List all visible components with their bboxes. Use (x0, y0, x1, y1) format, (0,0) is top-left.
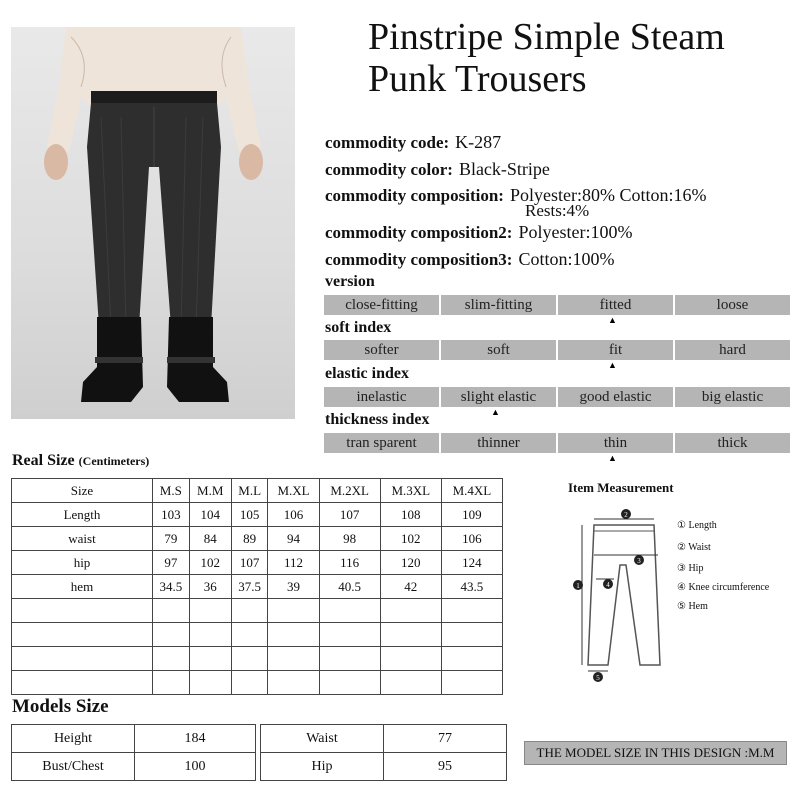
table-cell: 116 (319, 551, 380, 575)
table-row (12, 527, 503, 551)
table-cell: 98 (319, 527, 380, 551)
spec-label: commodity composition2: (325, 223, 513, 242)
soft-index-option: soft (441, 340, 556, 360)
table-cell: 39 (268, 575, 319, 599)
table-header-cell: M.4XL (441, 479, 502, 503)
table-cell: 120 (380, 551, 441, 575)
table-row-empty (12, 623, 503, 647)
soft-index-option: hard (675, 340, 790, 360)
table-cell: hip (12, 551, 153, 575)
version-option: slim-fitting (441, 295, 556, 315)
legend-hem: ⑤ Hem (677, 601, 708, 612)
spec-commodity-composition3 (325, 249, 614, 270)
table-cell: 106 (268, 503, 319, 527)
version-option: fitted (558, 295, 673, 315)
table-cell: 100 (135, 753, 256, 781)
spec-value: Polyester:100% (518, 222, 633, 242)
model-wearing-trousers-image (11, 27, 295, 419)
thickness-index-option: tran sparent (324, 433, 439, 453)
thickness-index-label: thickness index (325, 411, 430, 428)
table-cell: 102 (189, 551, 231, 575)
table-cell: Length (12, 503, 153, 527)
soft-index-option: fit (558, 340, 673, 360)
table-row (12, 753, 256, 781)
table-header-cell: M.2XL (319, 479, 380, 503)
thickness-index-option: thick (675, 433, 790, 453)
table-cell: 102 (380, 527, 441, 551)
table-cell: 77 (384, 725, 507, 753)
table-header-cell: M.3XL (380, 479, 441, 503)
table-header-cell: M.S (153, 479, 190, 503)
item-measurement-title: Item Measurement (568, 480, 674, 495)
table-cell: 107 (231, 551, 268, 575)
spec-commodity-composition (325, 185, 706, 206)
svg-text:1: 1 (576, 582, 580, 590)
table-cell: 97 (153, 551, 190, 575)
spec-value: Polyester:80% Cotton:16% (509, 185, 707, 205)
version-label: version (325, 273, 375, 290)
table-header-row (12, 479, 503, 503)
table-row (12, 503, 503, 527)
spec-commodity-code (325, 132, 501, 153)
legend-hip: ③ Hip (677, 563, 704, 574)
svg-text:5: 5 (596, 674, 600, 682)
svg-text:4: 4 (606, 581, 610, 589)
table-cell: 94 (268, 527, 319, 551)
table-cell: 104 (189, 503, 231, 527)
real-size-heading (12, 452, 149, 470)
table-cell: 42 (380, 575, 441, 599)
table-cell: Waist (261, 725, 384, 753)
soft-index-selected-marker-icon: ▲ (608, 360, 617, 370)
product-photo (11, 27, 295, 419)
legend-length: ① Length (677, 520, 717, 531)
models-size-table-right (260, 724, 507, 781)
table-row-empty (12, 599, 503, 623)
thickness-index-scale (324, 433, 790, 453)
table-cell: 103 (153, 503, 190, 527)
thickness-index-option: thin (558, 433, 673, 453)
version-option: close-fitting (324, 295, 439, 315)
table-cell: 36 (189, 575, 231, 599)
soft-index-option: softer (324, 340, 439, 360)
real-size-unit: (Centimeters) (78, 454, 150, 468)
spec-label: commodity composition: (325, 186, 504, 205)
product-title: Pinstripe Simple Steam Punk Trousers (368, 16, 725, 100)
real-size-title: Real Size (12, 452, 75, 469)
spec-composition-rests: Rests:4% (525, 201, 590, 220)
table-cell: 84 (189, 527, 231, 551)
table-cell: 124 (441, 551, 502, 575)
table-row (261, 725, 507, 753)
table-cell: 109 (441, 503, 502, 527)
table-cell: 105 (231, 503, 268, 527)
svg-text:2: 2 (624, 511, 628, 519)
spec-label: commodity composition3: (325, 250, 513, 269)
spec-value: Black-Stripe (458, 159, 550, 179)
version-selected-marker-icon: ▲ (608, 315, 617, 325)
elastic-index-option: good elastic (558, 387, 673, 407)
table-cell: Height (12, 725, 135, 753)
model-size-note: THE MODEL SIZE IN THIS DESIGN :M.M (524, 741, 787, 765)
table-header-cell: Size (12, 479, 153, 503)
table-cell: 40.5 (319, 575, 380, 599)
table-header-cell: M.L (231, 479, 268, 503)
table-cell: 112 (268, 551, 319, 575)
table-cell: Hip (261, 753, 384, 781)
table-row (12, 575, 503, 599)
table-cell: 107 (319, 503, 380, 527)
spec-commodity-color (325, 159, 550, 180)
legend-knee: ④ Knee circumference (677, 582, 770, 593)
table-row (261, 753, 507, 781)
table-row-empty (12, 647, 503, 671)
table-cell: 108 (380, 503, 441, 527)
table-cell: waist (12, 527, 153, 551)
spec-value: Cotton:100% (518, 249, 615, 269)
table-cell: 43.5 (441, 575, 502, 599)
spec-label: commodity code: (325, 133, 450, 152)
table-cell: 79 (153, 527, 190, 551)
elastic-index-option: inelastic (324, 387, 439, 407)
table-row (12, 725, 256, 753)
soft-index-scale (324, 340, 790, 360)
table-cell: 106 (441, 527, 502, 551)
elastic-index-label: elastic index (325, 365, 409, 382)
spec-commodity-composition2 (325, 222, 632, 243)
elastic-index-option: big elastic (675, 387, 790, 407)
table-cell: 184 (135, 725, 256, 753)
table-cell: hem (12, 575, 153, 599)
elastic-index-selected-marker-icon: ▲ (491, 407, 500, 417)
soft-index-label: soft index (325, 319, 392, 336)
pants-measurement-diagram (570, 505, 670, 685)
version-option: loose (675, 295, 790, 315)
thickness-index-selected-marker-icon: ▲ (608, 453, 617, 463)
version-scale (324, 295, 790, 315)
legend-waist: ② Waist (677, 542, 711, 553)
table-cell: 34.5 (153, 575, 190, 599)
table-cell: 95 (384, 753, 507, 781)
table-header-cell: M.M (189, 479, 231, 503)
table-row (12, 551, 503, 575)
models-size-title: Models Size (12, 696, 109, 717)
spec-value: K-287 (455, 132, 502, 152)
spec-label: commodity color: (325, 160, 453, 179)
table-cell: 37.5 (231, 575, 268, 599)
table-header-cell: M.XL (268, 479, 319, 503)
elastic-index-scale (324, 387, 790, 407)
svg-text:3: 3 (637, 557, 641, 565)
table-row-empty (12, 671, 503, 695)
table-cell: Bust/Chest (12, 753, 135, 781)
models-size-table-left (11, 724, 256, 781)
elastic-index-option: slight elastic (441, 387, 556, 407)
table-cell: 89 (231, 527, 268, 551)
size-table (11, 478, 503, 695)
thickness-index-option: thinner (441, 433, 556, 453)
